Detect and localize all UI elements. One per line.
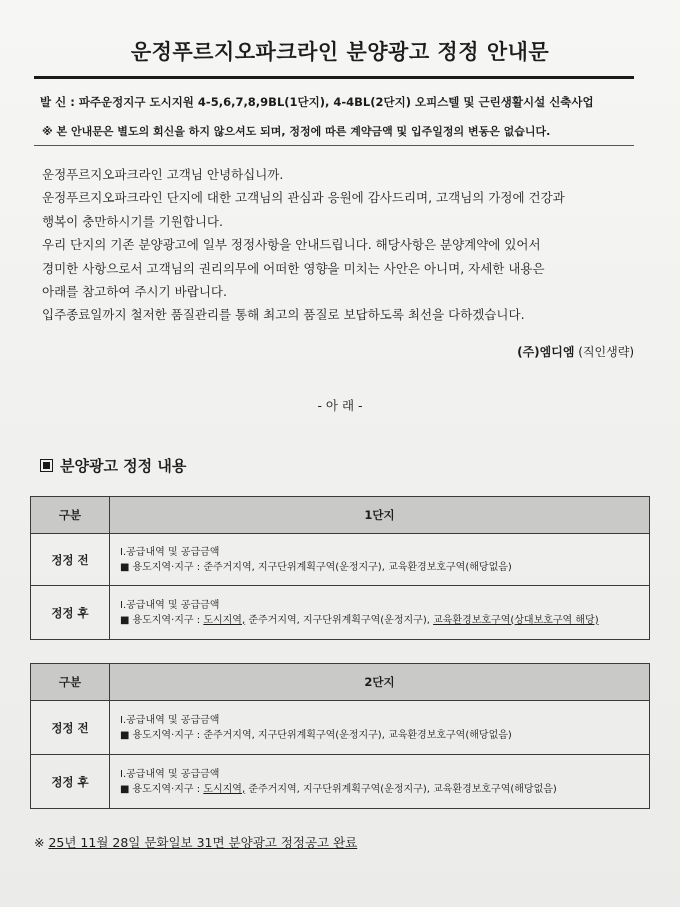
body-line: 운정푸르지오파크라인 고객님 안녕하십니까. bbox=[42, 167, 284, 182]
greeting-body bbox=[42, 163, 642, 327]
content-line1: Ⅰ.공급내역 및 공급금액 bbox=[120, 714, 220, 726]
row-content bbox=[110, 534, 650, 586]
table-row bbox=[31, 701, 650, 755]
table-row bbox=[31, 586, 650, 640]
body-line: 행복이 충만하시기를 기원합니다. bbox=[42, 213, 223, 229]
prefix: 용도지역·지구 : bbox=[132, 729, 204, 741]
row-content bbox=[110, 586, 650, 640]
content-line2 bbox=[120, 613, 639, 628]
body-line: 경미한 사항으로서 고객님의 권리의무에 어떠한 영향을 미치는 사안은 아니며, 자세한 내용은 bbox=[42, 260, 545, 276]
body-line: 우리 단지의 기존 분양광고에 일부 정정사항을 안내드립니다. 해당사항은 분양계약에 있어서 bbox=[42, 237, 541, 253]
table-row bbox=[31, 755, 650, 809]
header-title: 1단지 bbox=[110, 497, 650, 534]
row-content bbox=[110, 701, 650, 755]
header-divider bbox=[34, 145, 634, 146]
body-line: 입주종료일까지 철저한 품질관리를 통해 최고의 품질로 보답하도록 최선을 다하겠습니다. bbox=[42, 307, 525, 323]
issuer-line: 발 신 : 파주운정지구 도시지원 4-5,6,7,8,9BL(1단지), 4-4BL(2단지) 오피스텔 및 근린생활시설 신축사업 bbox=[40, 95, 594, 109]
table-header-row bbox=[31, 497, 650, 534]
header-label: 구분 bbox=[31, 497, 110, 534]
row-label: 정정 후 bbox=[31, 586, 110, 640]
bullet: ■ bbox=[120, 729, 130, 741]
notice-line: ※ 본 안내문은 별도의 회신을 하지 않으셔도 되며, 정정에 따른 계약금액 및 입주일정의 변동은 없습니다. bbox=[42, 125, 551, 138]
underlined-change: 도시지역, bbox=[203, 614, 246, 626]
table-header-row bbox=[31, 664, 650, 701]
title-divider bbox=[34, 76, 634, 79]
company-name: (주)엠디엠 bbox=[517, 345, 575, 359]
section-heading bbox=[40, 455, 186, 476]
row-label: 정정 전 bbox=[31, 701, 110, 755]
footer-mark: ※ bbox=[34, 835, 45, 850]
header-title: 2단지 bbox=[110, 664, 650, 701]
prefix: 용도지역·지구 : bbox=[132, 561, 204, 573]
document-title: 운정푸르지오파크라인 분양광고 정정 안내문 bbox=[130, 40, 550, 64]
row-label: 정정 후 bbox=[31, 755, 110, 809]
rest: 준주거지역, 지구단위계획구역(운정지구), 교육환경보호구역(해당없음) bbox=[203, 729, 512, 741]
table-row bbox=[31, 534, 650, 586]
rest: 준주거지역, 지구단위계획구역(운정지구), bbox=[245, 614, 434, 626]
content-line1: Ⅰ.공급내역 및 공급금액 bbox=[120, 546, 220, 558]
rest: 준주거지역, 지구단위계획구역(운정지구), 교육환경보호구역(해당없음) bbox=[203, 561, 512, 573]
signature bbox=[517, 343, 634, 360]
correction-table-2 bbox=[30, 663, 650, 809]
content-line1: Ⅰ.공급내역 및 공급금액 bbox=[120, 599, 220, 611]
rest: 준주거지역, 지구단위계획구역(운정지구), 교육환경보호구역(해당없음) bbox=[245, 783, 557, 795]
row-content bbox=[110, 755, 650, 809]
row-label: 정정 전 bbox=[31, 534, 110, 586]
bullet: ■ bbox=[120, 614, 130, 626]
header-label: 구분 bbox=[31, 664, 110, 701]
content-line2 bbox=[120, 728, 639, 743]
section-title: 분양광고 정정 내용 bbox=[60, 457, 187, 475]
seal-note: (직인생략) bbox=[578, 345, 634, 359]
correction-table-1 bbox=[30, 496, 650, 640]
body-line: 운정푸르지오파크라인 단지에 대한 고객님의 관심과 응원에 감사드리며, 고객님의 가정에 건강과 bbox=[42, 190, 565, 206]
bullet: ■ bbox=[120, 561, 130, 573]
underlined-change: 도시지역, bbox=[203, 783, 246, 795]
prefix: 용도지역·지구 : bbox=[132, 783, 204, 795]
content-line1: Ⅰ.공급내역 및 공급금액 bbox=[120, 768, 220, 780]
underlined-change: 교육환경보호구역(상대보호구역 해당) bbox=[433, 614, 599, 626]
prefix: 용도지역·지구 : bbox=[132, 614, 204, 626]
footer-text: 25년 11월 28일 문화일보 31면 분양광고 정정공고 완료 bbox=[48, 835, 358, 850]
body-line: 아래를 참고하여 주시기 바랍니다. bbox=[42, 284, 227, 300]
content-line2 bbox=[120, 782, 639, 797]
square-bullet-icon bbox=[40, 459, 53, 472]
below-marker: - 아 래 - bbox=[317, 398, 363, 413]
content-line2 bbox=[120, 560, 639, 575]
bullet: ■ bbox=[120, 783, 130, 795]
footer-note bbox=[34, 833, 357, 851]
